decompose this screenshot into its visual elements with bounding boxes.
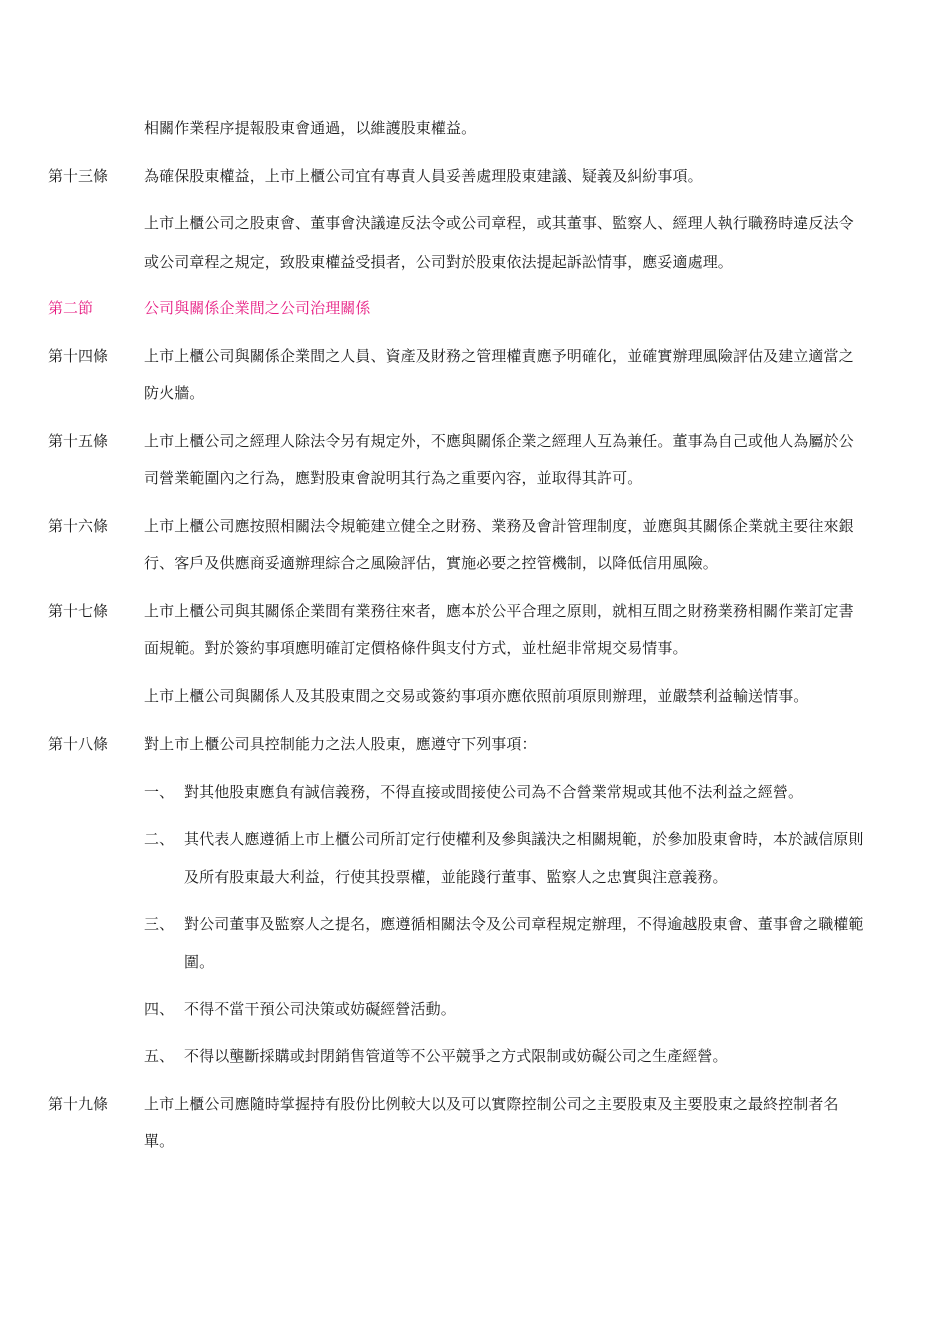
article-14-line-2: 防火牆。 — [144, 384, 205, 402]
article-13-paragraph-2-line-1: 上市上櫃公司之股東會、董事會決議違反法令或公司章程，或其董事、監察人、經理人執行職務時違反法令 — [144, 214, 854, 232]
article-15-label: 第十五條 — [48, 432, 109, 450]
article-16-line-2: 行、客戶及供應商妥適辦理綜合之風險評估，實施必要之控管機制，以降低信用風險。 — [144, 554, 718, 572]
article-19-line-1: 上市上櫃公司應隨時掌握持有股份比例較大以及可以實際控制公司之主要股東及主要股東之最終控制者名 — [144, 1095, 839, 1113]
article-16-label: 第十六條 — [48, 517, 109, 535]
article-13-paragraph-2-line-2: 或公司章程之規定，致股東權益受損者，公司對於股東依法提起訴訟情事，應妥適處理。 — [144, 253, 733, 271]
article-18-item-4-line-1: 不得不當干預公司決策或妨礙經營活動。 — [184, 1000, 456, 1018]
article-15-line-2: 司營業範圍內之行為，應對股東會說明其行為之重要內容，並取得其許可。 — [144, 469, 643, 487]
article-18-item-3-line-2: 圍。 — [184, 953, 215, 971]
article-17-line-2: 面規範。對於簽約事項應明確訂定價格條件與支付方式，並杜絕非常規交易情事。 — [144, 639, 688, 657]
article-18-item-1-line-1: 對其他股東應負有誠信義務，不得直接或間接使公司為不合營業常規或其他不法利益之經營。 — [184, 783, 804, 801]
article-15-line-1: 上市上櫃公司之經理人除法令另有規定外，不應與關係企業之經理人互為兼任。董事為自己或他人為屬於公 — [144, 432, 854, 450]
article-16-line-1: 上市上櫃公司應按照相關法令規範建立健全之財務、業務及會計管理制度，並應與其關係企業就主要往來銀 — [144, 517, 854, 535]
article-18-item-2-line-2: 及所有股東最大利益，行使其投票權，並能踐行董事、監察人之忠實與注意義務。 — [184, 868, 728, 886]
article-18-item-2-line-1: 其代表人應遵循上市上櫃公司所訂定行使權利及參與議決之相關規範，於參加股東會時，本於誠信原則 — [184, 830, 864, 848]
article-17-label: 第十七條 — [48, 602, 109, 620]
article-18-item-5-line-1: 不得以壟斷採購或封閉銷售管道等不公平競爭之方式限制或妨礙公司之生產經營。 — [184, 1047, 728, 1065]
section-2-title: 公司與關係企業間之公司治理關係 — [144, 299, 371, 317]
article-14-line-1: 上市上櫃公司與關係企業間之人員、資產及財務之管理權責應予明確化，並確實辦理風險評估及建立適當之 — [144, 347, 854, 365]
article-18-item-3-line-1: 對公司董事及監察人之提名，應遵循相關法令及公司章程規定辦理，不得逾越股東會、董事會之職權範 — [184, 915, 864, 933]
article-18-item-4-number: 四、 — [144, 1000, 175, 1018]
article-17-line-1: 上市上櫃公司與其關係企業間有業務往來者，應本於公平合理之原則，就相互間之財務業務相關作業訂定書 — [144, 602, 854, 620]
article-18-item-2-number: 二、 — [144, 830, 175, 848]
article-17-paragraph-2: 上市上櫃公司與關係人及其股東間之交易或簽約事項亦應依照前項原則辦理，並嚴禁利益輸送情事。 — [144, 687, 809, 705]
article-19-line-2: 單。 — [144, 1132, 175, 1150]
article-14-label: 第十四條 — [48, 347, 109, 365]
article-13-label: 第十三條 — [48, 167, 109, 185]
article-18-item-3-number: 三、 — [144, 915, 175, 933]
article-19-label: 第十九條 — [48, 1095, 109, 1113]
intro-line-1: 相關作業程序提報股東會通過，以維護股東權益。 — [144, 119, 477, 137]
article-18-item-1-number: 一、 — [144, 783, 175, 801]
article-18-intro: 對上市上櫃公司具控制能力之法人股東，應遵守下列事項： — [144, 735, 537, 753]
article-18-label: 第十八條 — [48, 735, 109, 753]
article-18-item-5-number: 五、 — [144, 1047, 175, 1065]
article-13-paragraph-1: 為確保股東權益，上市上櫃公司宜有專責人員妥善處理股東建議、疑義及糾紛事項。 — [144, 167, 703, 185]
section-2-label: 第二節 — [48, 299, 94, 317]
